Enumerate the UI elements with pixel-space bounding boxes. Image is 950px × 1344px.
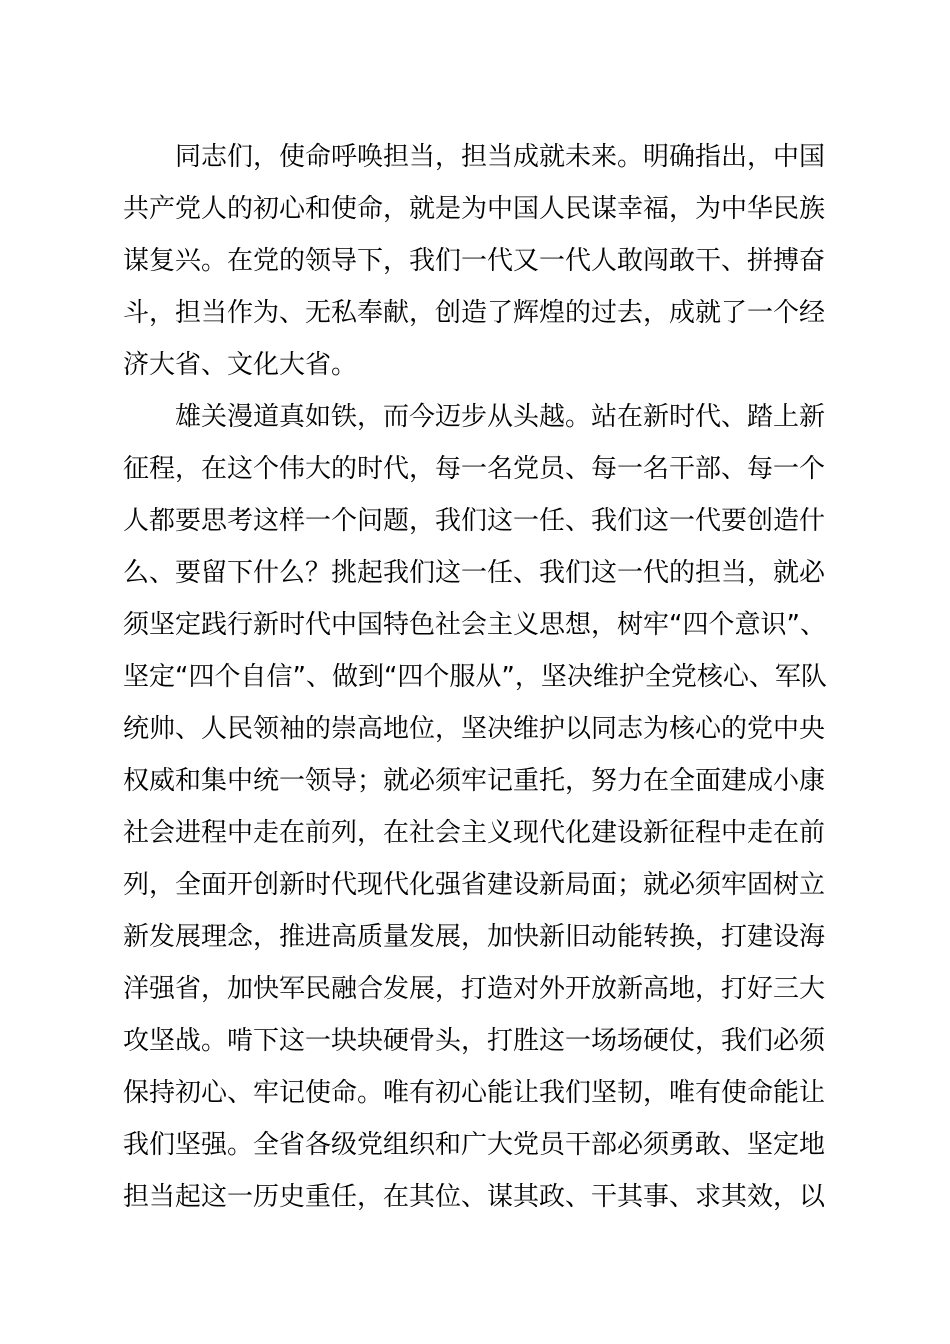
paragraph-1 xyxy=(123,131,843,391)
paragraph-2 xyxy=(123,391,843,1223)
document-body xyxy=(123,131,843,1223)
paragraph-line: 统帅、人民领袖的崇高地位，坚决维护以同志为核心的党中央 xyxy=(123,714,826,744)
paragraph-line: 新发展理念，推进高质量发展，加快新旧动能转换，打建设海 xyxy=(123,922,826,952)
paragraph-line: 担当起这一历史重任，在其位、谋其政、干其事、求其效，以 xyxy=(123,1182,826,1212)
paragraph-line: 么、要留下什么？挑起我们这一任、我们这一代的担当，就必 xyxy=(123,558,826,588)
paragraph-line: 济大省、文化大省。 xyxy=(123,350,358,380)
paragraph-line: 雄关漫道真如铁，而今迈步从头越。站在新时代、踏上新 xyxy=(175,402,826,432)
paragraph-line: 攻坚战。啃下这一块块硬骨头，打胜这一场场硬仗，我们必须 xyxy=(123,1026,826,1056)
paragraph-line: 洋强省，加快军民融合发展，打造对外开放新高地，打好三大 xyxy=(123,974,826,1004)
paragraph-line: 征程，在这个伟大的时代，每一名党员、每一名干部、每一个 xyxy=(123,454,826,484)
paragraph-line: 我们坚强。全省各级党组织和广大党员干部必须勇敢、坚定地 xyxy=(123,1130,826,1160)
paragraph-line: 坚定“四个自信”、做到“四个服从”，坚决维护全党核心、军队 xyxy=(123,662,827,692)
paragraph-line: 斗，担当作为、无私奉献，创造了辉煌的过去，成就了一个经 xyxy=(123,298,826,328)
paragraph-line: 须坚定践行新时代中国特色社会主义思想，树牢“四个意识”、 xyxy=(123,610,826,640)
paragraph-line: 共产党人的初心和使命，就是为中国人民谋幸福，为中华民族 xyxy=(123,194,826,224)
paragraph-line: 保持初心、牢记使命。唯有初心能让我们坚韧，唯有使命能让 xyxy=(123,1078,826,1108)
paragraph-line: 列，全面开创新时代现代化强省建设新局面；就必须牢固树立 xyxy=(123,870,826,900)
paragraph-line: 社会进程中走在前列，在社会主义现代化建设新征程中走在前 xyxy=(123,818,826,848)
paragraph-line: 谋复兴。在党的领导下，我们一代又一代人敢闯敢干、拼搏奋 xyxy=(123,246,826,276)
paragraph-line: 权威和集中统一领导；就必须牢记重托，努力在全面建成小康 xyxy=(123,766,826,796)
paragraph-line: 人都要思考这样一个问题，我们这一任、我们这一代要创造什 xyxy=(123,506,826,536)
paragraph-line: 同志们，使命呼唤担当，担当成就未来。明确指出，中国 xyxy=(175,142,826,172)
